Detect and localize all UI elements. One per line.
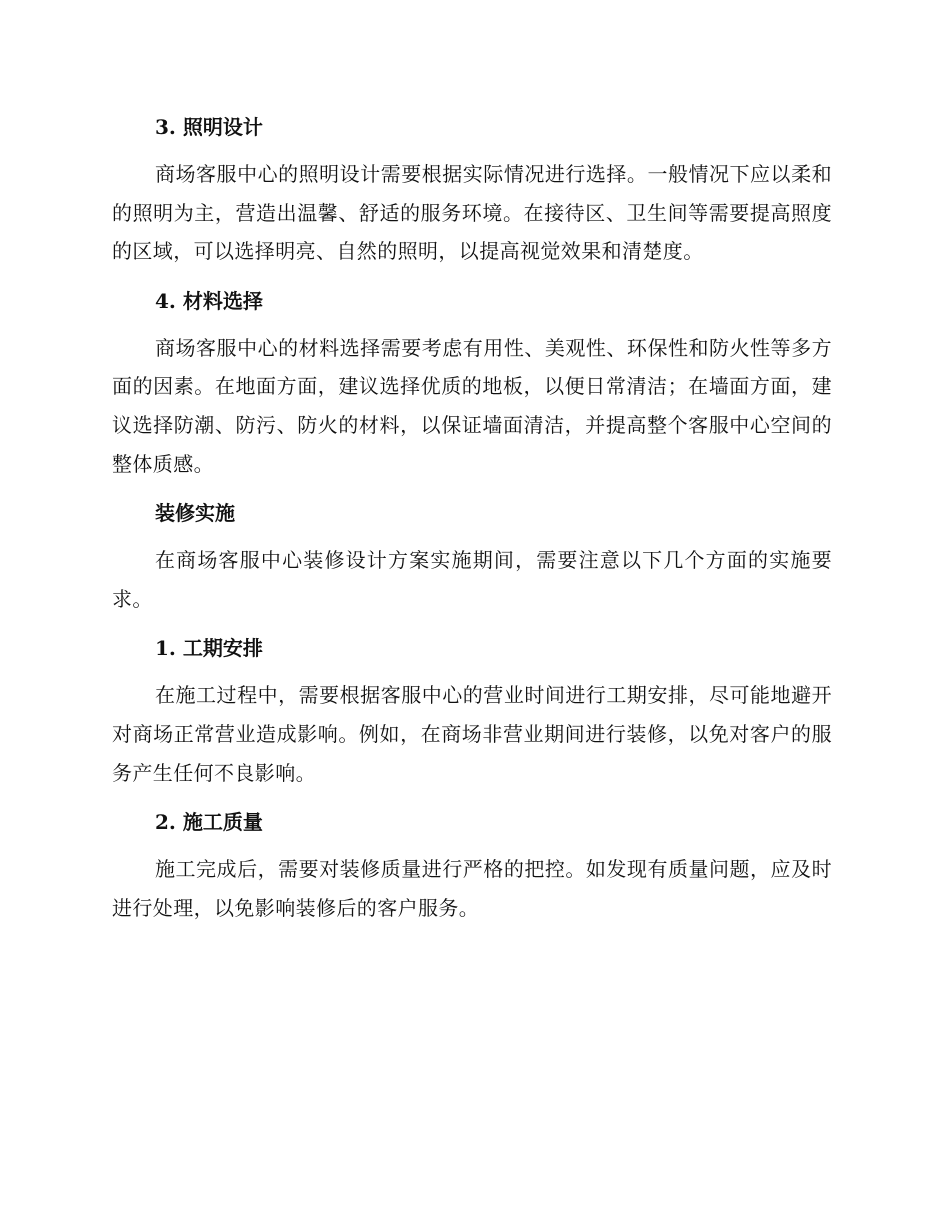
section-heading-construction-quality: 2. 施工质量: [155, 810, 263, 835]
section-paragraph-construction-quality: 施工完成后，需要对装修质量进行严格的把控。如发现有质量问题，应及时进行处理，以免影响装修后的客户服务。: [112, 857, 832, 920]
section-paragraph-material-selection: 商场客服中心的材料选择需要考虑有用性、美观性、环保性和防火性等多方面的因素。在地面方面，建议选择优质的地板，以便日常清洁；在墙面方面，建议选择防潮、防污、防火的材料，以保证墙面清洁，并提高整个客服中心空间的整体质感。: [112, 335, 832, 476]
section-heading-lighting-design: 3. 照明设计: [155, 115, 263, 139]
section-heading-renovation-implementation: 装修实施: [155, 501, 235, 526]
section-paragraph-schedule: 在施工过程中，需要根据客服中心的营业时间进行工期安排，尽可能地避开对商场正常营业造成影响。例如，在商场非营业期间进行装修，以免对客户的服务产生任何不良影响。: [112, 683, 832, 785]
section-heading-schedule: 1. 工期安排: [155, 636, 263, 661]
document-body: [112, 108, 832, 938]
section-paragraph-renovation-implementation: 在商场客服中心装修设计方案实施期间，需要注意以下几个方面的实施要求。: [112, 548, 832, 611]
section-heading-material-selection: 4. 材料选择: [155, 288, 263, 313]
section-paragraph-lighting-design: 商场客服中心的照明设计需要根据实际情况进行选择。一般情况下应以柔和的照明为主，营造出温馨、舒适的服务环境。在接待区、卫生间等需要提高照度的区域，可以选择明亮、自然的照明，以提高视觉效果和清楚度。: [112, 162, 832, 264]
